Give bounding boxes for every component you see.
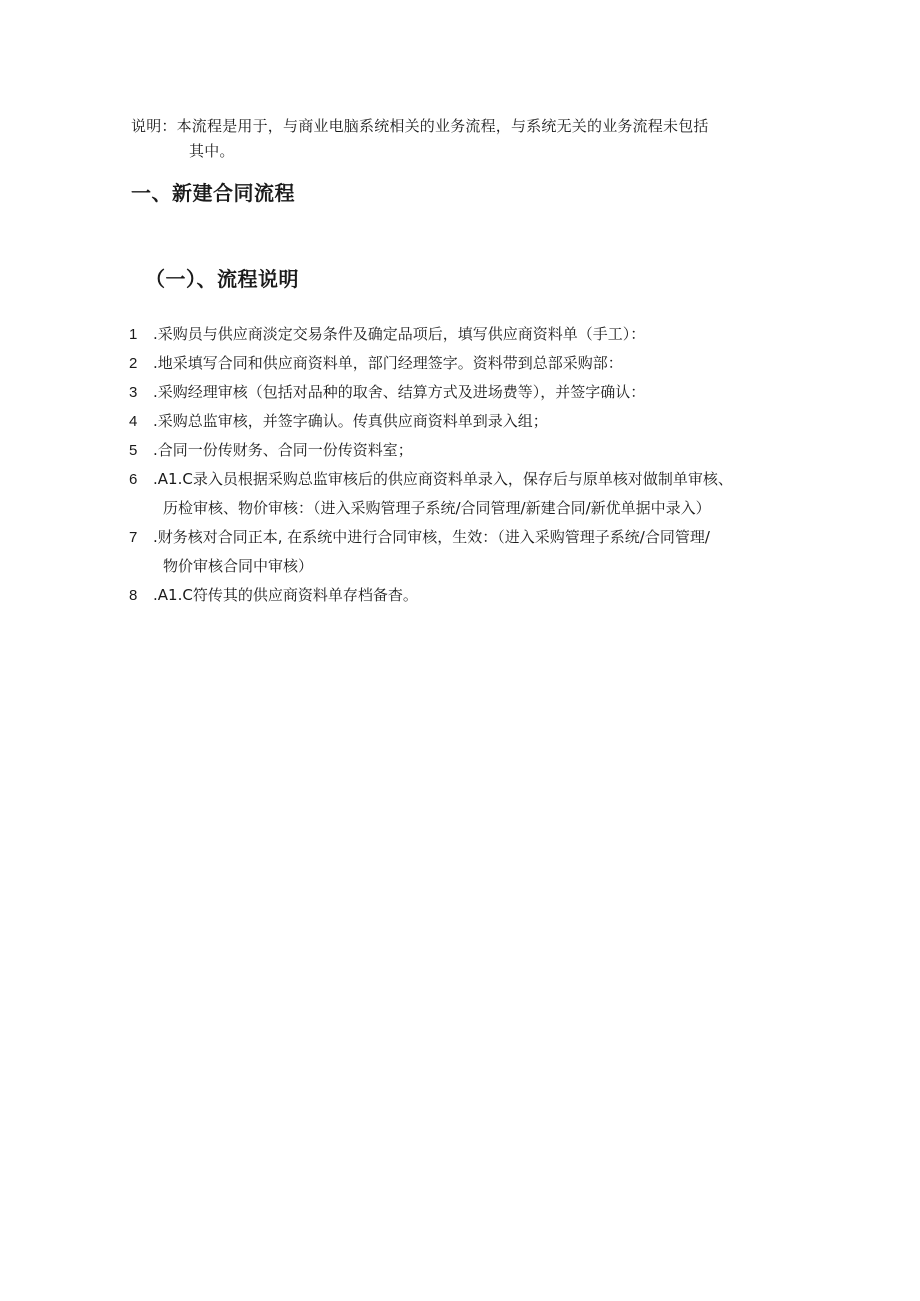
note-line-1: 说明：本流程是用于，与商业电脑系统相关的业务流程，与系统无关的业务流程未包括 (131, 117, 709, 135)
step-number: 6 (129, 471, 138, 488)
step-number: 3 (129, 384, 138, 401)
step-text: .地采填写合同和供应商资料单，部门经理签字。资料带到总部采购部： (153, 354, 623, 372)
subsection-heading: （一）、流程说明 (145, 267, 299, 291)
step-text: .采购员与供应商淡定交易条件及确定品项后，填写供应商资料单（手工）： (153, 325, 646, 343)
process-step-6 (129, 465, 809, 523)
step-text: .采购经理审核（包括对品种的取舍、结算方式及进场费等），并签字确认： (153, 383, 646, 401)
process-steps-list (129, 320, 809, 610)
step-number: 8 (129, 587, 138, 604)
step-number: 4 (129, 413, 138, 430)
step-number: 2 (129, 355, 138, 372)
process-step-8 (129, 581, 809, 610)
step-text: .合同一份传财务、合同一份传资料室； (153, 441, 413, 459)
process-step-1 (129, 320, 809, 349)
step-number: 1 (129, 326, 138, 343)
process-step-7 (129, 523, 809, 581)
process-step-5 (129, 436, 809, 465)
step-text: .A1.C录入员根据采购总监审核后的供应商资料单录入，保存后与原单核对做制单审核、 (153, 470, 733, 488)
step-text-continuation: 历检审核、物价审核：（进入采购管理子系统/合同管理/新建合同/新优单据中录入） (163, 499, 711, 517)
note-line-2: 其中。 (189, 142, 235, 160)
step-text: .采购总监审核，并签字确认。传真供应商资料单到录入组； (153, 412, 548, 430)
step-text-continuation: 物价审核合同中审核） (163, 557, 314, 575)
step-text: .财务核对合同正本, 在系统中进行合同审核，生效：（进入采购管理子系统/合同管理/ (153, 528, 710, 546)
step-number: 5 (129, 442, 138, 459)
step-number: 7 (129, 529, 138, 546)
description-note (131, 114, 801, 164)
step-text: .A1.C符传其的供应商资料单存档备杳。 (153, 586, 418, 604)
process-step-2 (129, 349, 809, 378)
process-step-4 (129, 407, 809, 436)
process-step-3 (129, 378, 809, 407)
section-heading: 一、新建合同流程 (131, 181, 295, 205)
